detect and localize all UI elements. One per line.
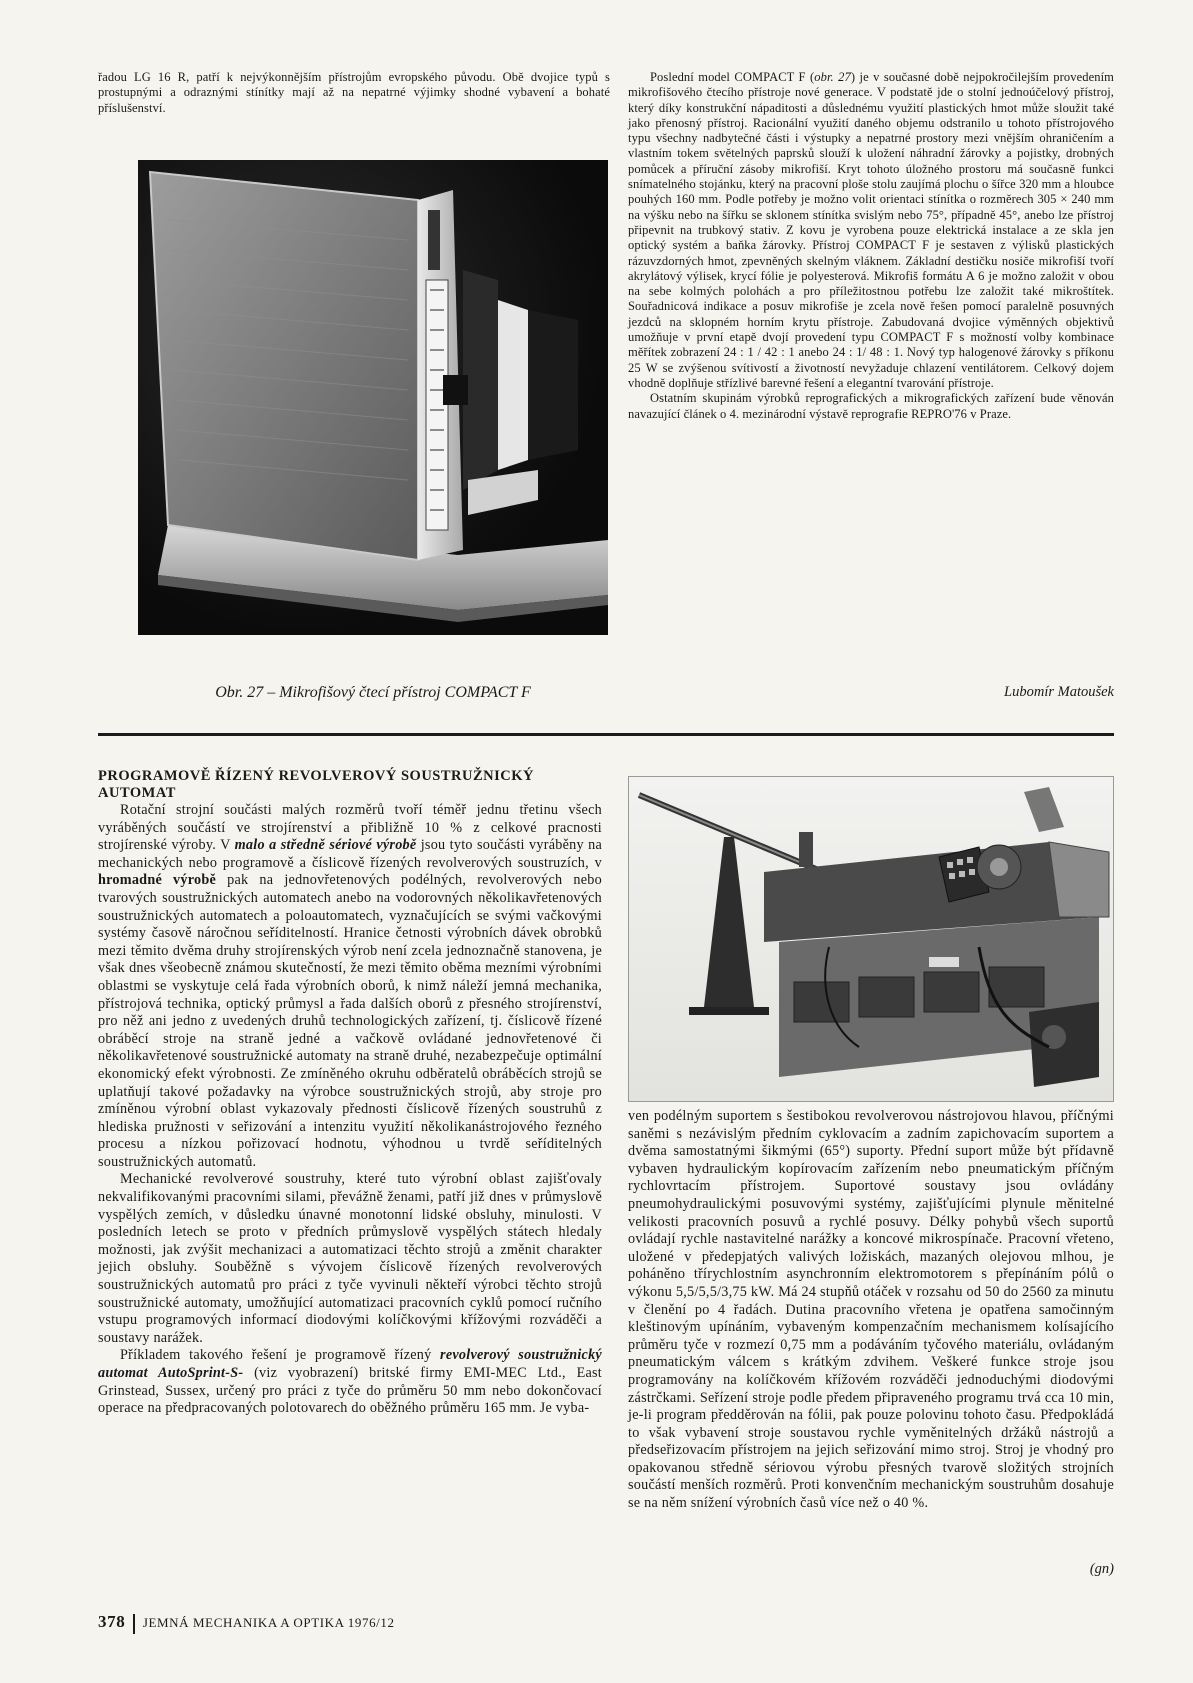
- compact-f-paragraph-start: Poslední model COMPACT F (: [650, 70, 815, 84]
- journal-title: JEMNÁ MECHANIKA A OPTIKA 1976/12: [142, 1615, 395, 1630]
- closing-paragraph: Ostatním skupinám výrobků reprografických a mikrografických zařízení bude věnován navazující článek o 4. mezinárodní výstavě reprografie REPRO'76 v Praze.: [628, 391, 1114, 421]
- compact-f-paragraph-rest: ) je v současné době nejpokročilejším provedením mikrofišového čtecího přístroje nové generace. V podstatě jde o stolní jednoúčelový přístroj, který díky konstrukční nápaditosti a důslednému využití plastických hmot může sloužit také jako přenosný přístroj. Racionální využití daného objemu odstranilo u tohoto přístrojového typu všechny nadbytečné části i výstupky a nepatrné prostory mezi vnějším ohraničením a vlastním tokem světelných paprsků slouží k uložení náhradní žárovky a pojistky, drobných pomůcek a příruční zásoby mikrofiší. Kryt tohoto úložného prostoru má současně funkci snímatelného stojánku, který na pracovní ploše stolu zaujímá plochu o šířce 320 mm a hloubce pouhých 160 mm. Podle potřeby je možno volit orientaci stínítka o rozměrech 305 × 240 mm na výšku nebo na šířku se sklonem stínítka svislým nebo 75°, případně 45°, anebo lze přístroj připevnit na trubkový stativ. Z kovu je vyrobena pouze elektrická instalace a ze skla jen optický systém a baňka žárovky. Přístroj COMPACT F je sestaven z výlisků plastických rázuvzdorných hmot, zpevněných skelným vláknem. Základní destičku nosiče mikrofiší tvoří akrylátový výlisek, krycí fólie je polyesterová. Mikrofiš formátu A 6 je možno založit v obou na sebe kolmých polohách a pro příležitostnou potřebu lze založit také mikroštítek. Souřadnicová indikace a posuv mikrofiše je zcela nově řešen pomocí paralelně posuvných jezdců na sklopném horním krytu přístroje. Zabudovaná dvojice výměnných objektivů umožňuje v první etapě dvojí provedení typu COMPACT F s možností volby kombinace měřítek zobrazení 24 : 1 / 42 : 1 anebo 24 : 1/ 48 : 1. Nový typ halogenové žárovky s příkonu 25 W se zvýšenou svítivostí a životností nevyžaduje chlazení ventilátorem. Celkový dojem vhodně doplňuje střízlivé barevné řešení a elegantní tvarování přístroje.: [628, 70, 1115, 390]
- figure-caption: Obr. 27 – Mikrofišový čtecí přístroj COMPACT F: [215, 684, 531, 701]
- article-paragraph-2: Mechanické revolverové soustruhy, které tuto výrobní oblast zajišťovaly nekvalifikovanými pracovními silami, převážně ženami, patří již dnes v průmyslově vyspělých zemích, v důsledku únavné monotonní lidské obsluhy, minulosti. V posledních letech se proto v předních průmyslově vyspělých státech hledaly možnosti, jak zvýšit mechanizaci a automatizaci těchto strojů a změnit charakter jejich obsluhy. Souběžně s vývojem číslicově řízených revolverových soustružnických automatů pro práci z tyče vyvinuli někteří výrobci těchto strojů soustružnické automaty, umožňující automatizaci pracovních cyklů pomocí ručního vstupu programových informací diodovými kolíčkovými křížovými rozváděči a soustavy narážek.: [98, 1171, 602, 1346]
- lathe-machine-photo: [628, 776, 1114, 1102]
- compact-f-text-block: [628, 70, 1114, 422]
- page-number: 378: [98, 1612, 126, 1631]
- microfiche-reader-illustration: [138, 160, 608, 635]
- article-paragraph-1: [98, 802, 602, 1171]
- section-divider: [98, 733, 1114, 736]
- autosprint-lathe-illustration: [629, 777, 1114, 1102]
- article-heading: PROGRAMOVĚ ŘÍZENÝ REVOLVEROVÝ SOUSTRUŽNICKÝ AUTOMAT: [98, 768, 534, 801]
- article-paragraph-3-part-b: (viz vyobrazení) britské firmy EMI-MEC Ltd., East Grinstead, Sussex, určený pro práci z tyče do průměru 50 mm nebo dokončovací operace na předpracovaných polotovarech do oběžného průměru 165 mm. Je vyba-: [98, 1365, 602, 1417]
- article-column-left: [98, 768, 602, 1418]
- emphasis-mass-production: hromadné výrobě: [98, 872, 217, 889]
- figure-reference: obr. 27: [814, 70, 851, 84]
- footer-separator: [133, 1614, 135, 1634]
- article-right-paragraph: ven podélným suportem s šestibokou revolverovou nástrojovou hlavou, příčnými saněmi s nezávislým předním cyklovacím a zadním zapichovacím suportem a dvěma samostatnými šikmými (65°) suporty. Přední suport může být přídavně vybaven hydraulickým kopírovacím zařízením nebo pneumatickým příčným rychlovrtacím přístrojem. Suportové soustavy jsou ovládány pneumohydraulickými posuvovými systémy, zajišťujícími plynule měnitelné velikosti pracovních posuvů a rychlé posuvy. Délky pohybů všech suportů ovládají rychle nastavitelné narážky a koncové mikrospínače. Pracovní vřeteno, uložené v předepjatých valivých ložiskách, mazaných olejovou mlhou, je poháněno třírychlostním asynchronním elektromotorem s přepínáním pólů o výkonu 5,5/5,5/3,75 kW. Má 24 stupňů otáček v rozsahu od 50 do 2560 za minutu v členění po 4 řadách. Dutina pracovního vřetena je opatřena samočinným kleštinovým upínáním, vybaveným kompenzačním mechanismem kolísajícího průměru tyče v rozmezí 0,75 mm a podáváním tyčového materiálu, ovládaným pneumatickým válcem s krátkým zdvihem. Veškeré funkce stroje jsou programovány na kolíčkovém křížovém rozváděči jednoduchými diodovými zástrčkami. Seřízení stroje podle předem připraveného programu trvá cca 10 min, je-li program předděrován na fólii, pak pouze polovinu tohoto času. Předpokládá to však vybavení stroje soustavou rychle vyměnitelných držáků nástrojů a předseřizovacím přístrojem na jejich seřizování mimo stroj. Stroj je vhodný pro opakovanou středně sériovou výrobu přesných tvarově složitých strojních součástí menších rozměrů. Proti konvenčním mechanickým soustruhům dosahuje se na něm snížení výrobních časů více než o 40 %.: [628, 1108, 1114, 1512]
- intro-text-block: [98, 70, 610, 116]
- article-paragraph-1-part-c: pak na jednovřetenových podélných, revolverových nebo tvarových soustružnických automatech anebo na vodorovných několikavřetenových soustružnických automatech a poloautomatech, vyznačujících se svými vačkovými systémy časově náročnou seříditelností. Hranice četnosti výrobních dávek obrobků mezi těmito dvěma druhy strojírenských výrob není zcela jednoznačně stanovena, je však dnes všeobecně známou skutečností, že mezi těmito oběma mezními výrobními oblastmi se vyskytuje celá řada výrobních oborů, k nimž náleží jemná mechanika, přístrojová technika, optický průmysl a řada dalších oborů z přesného strojírenství, pro něž ani jedno z uvedených druhů technologických zařízení, tj. číslicově řízené obráběcí stroje na straně jedné a vačkově ovládané jednovřetenové či několikavřetenové soustružnické automaty na straně druhé, nezabezpečuje optimální ekonomický efekt výrobnosti. Ze zmíněného okruhu odběratelů obráběcích strojů se uplatňují takové požadavky na výrobce soustružnických strojů, aby stroje pro zmíněnou výrobní oblast vykazovaly přednosti číslicově řízených soustruhů z hlediska pružnosti v seřizování a intenzitu využití několikanástrojového řezného procesu a nízkou pořizovací hodnotu, výhodnou u tvrdě seříditelných soustružnických automatů.: [98, 872, 602, 1170]
- microfiche-reader-photo: [138, 160, 608, 635]
- article-column-right: [628, 1108, 1114, 1513]
- article-signature: (gn): [1089, 1561, 1114, 1577]
- compact-f-paragraph: [628, 70, 1114, 391]
- article-paragraph-3-part-a: Příkladem takového řešení je programově řízený: [120, 1347, 441, 1364]
- author-name: Lubomír Matoušek: [1004, 684, 1114, 700]
- article-paragraph-1-part-a: Rotační strojní součásti malých rozměrů tvoří téměř jednu třetinu všech vyráběných součástí ve strojírenství a přibližně 10 % z celkové pracnosti strojírenské výroby. V: [98, 802, 602, 854]
- emphasis-small-medium-series: malo a středně sériové výrobě: [234, 837, 417, 854]
- article-paragraph-1-part-b: jsou tyto součásti vyráběny na mechanických nebo programově a číslicově řízených revolverových soustruzích, v: [98, 837, 603, 871]
- article-paragraph-3: [98, 1347, 602, 1417]
- emphasis-autosprint: revolverový soustružnický automat AutoSprint-S-: [98, 1347, 602, 1381]
- intro-paragraph: řadou LG 16 R, patří k nejvýkonnějším přístrojům evropského původu. Obě dvojice typů s prostupnými a odraznými stínítky mají až na nepatrné výjimky shodné vybavení a bohaté příslušenství.: [98, 70, 610, 115]
- page-footer: [98, 1612, 395, 1634]
